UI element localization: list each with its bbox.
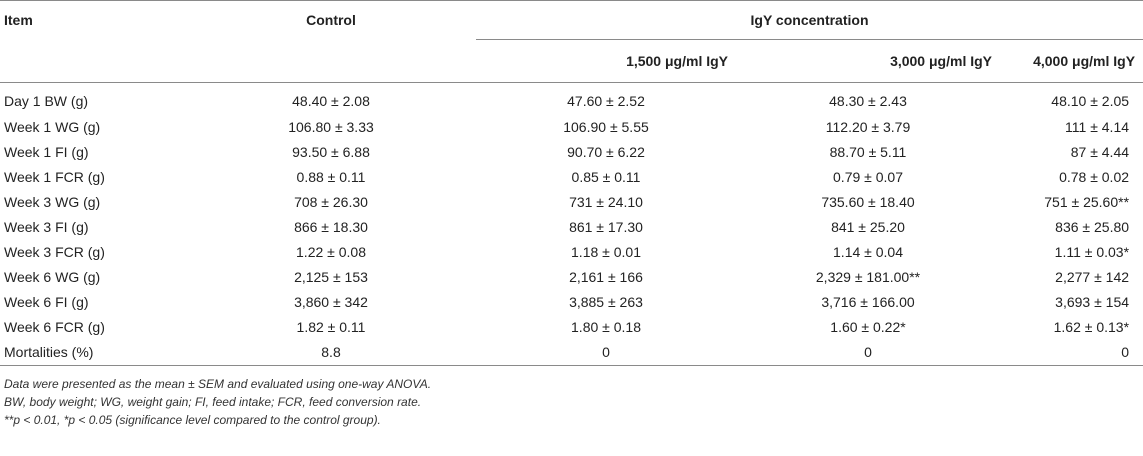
row-label: Week 3 FCR (g) <box>4 243 105 260</box>
row-label: Week 3 WG (g) <box>4 193 101 210</box>
header-control: Control <box>186 1 476 40</box>
table-row <box>0 189 1143 214</box>
header-row-1 <box>0 1 1143 40</box>
cell-4000: 3,693 ± 154 <box>1055 293 1130 310</box>
cell-4000: 87 ± 4.44 <box>1070 143 1130 160</box>
cell-3000: 48.30 ± 2.43 <box>829 92 907 109</box>
cell-control: 48.40 ± 2.08 <box>292 92 370 109</box>
cell-3000: 841 ± 25.20 <box>831 218 905 235</box>
cell-control: 2,125 ± 153 <box>294 268 368 285</box>
row-label: Week 3 FI (g) <box>4 218 89 235</box>
header-igy-group: IgY concentration <box>476 1 1143 40</box>
cell-4000: 2,277 ± 142 <box>1055 268 1130 285</box>
cell-3000: 3,716 ± 166.00 <box>821 293 915 310</box>
header-igy-3000: 3,000 μg/ml IgY <box>736 40 1000 83</box>
table-row <box>0 239 1143 264</box>
row-label: Day 1 BW (g) <box>4 92 89 109</box>
header-igy-4000: 4,000 μg/ml IgY <box>1000 40 1143 83</box>
cell-3000: 735.60 ± 18.40 <box>821 193 915 210</box>
footnote-method: Data were presented as the mean ± SEM and evaluated using one-way ANOVA. <box>4 377 432 391</box>
table-row <box>0 83 1143 115</box>
header-item: Item <box>0 1 186 40</box>
row-label: Week 1 WG (g) <box>4 118 101 135</box>
cell-3000: 1.14 ± 0.04 <box>833 243 903 260</box>
cell-control: 1.22 ± 0.08 <box>296 243 366 260</box>
cell-control: 106.80 ± 3.33 <box>288 118 374 135</box>
table-row <box>0 289 1143 314</box>
cell-1500: 47.60 ± 2.52 <box>567 92 645 109</box>
cell-control: 93.50 ± 6.88 <box>292 143 370 160</box>
footnote-significance: **p < 0.01, *p < 0.05 (significance level compared to the control group). <box>4 413 381 427</box>
cell-control: 1.82 ± 0.11 <box>296 318 366 335</box>
table-footnotes <box>0 375 1143 429</box>
cell-4000: 0.78 ± 0.02 <box>1059 168 1130 185</box>
table-row <box>0 114 1143 139</box>
table-row <box>0 139 1143 164</box>
cell-4000: 48.10 ± 2.05 <box>1051 92 1130 109</box>
table-row <box>0 264 1143 289</box>
table-row <box>0 214 1143 239</box>
header-blank <box>0 40 186 83</box>
cell-3000: 2,329 ± 181.00** <box>815 268 921 285</box>
cell-3000: 112.20 ± 3.79 <box>825 118 911 135</box>
cell-3000: 0.79 ± 0.07 <box>833 168 903 185</box>
cell-4000: 1.11 ± 0.03* <box>1054 243 1130 260</box>
cell-control: 708 ± 26.30 <box>294 193 368 210</box>
cell-1500: 731 ± 24.10 <box>569 193 643 210</box>
cell-1500: 90.70 ± 6.22 <box>567 143 645 160</box>
cell-control: 8.8 <box>186 339 476 366</box>
cell-3000: 1.60 ± 0.22* <box>830 318 906 335</box>
header-blank <box>186 40 476 83</box>
cell-3000: 0 <box>736 339 1000 366</box>
cell-4000: 111 ± 4.14 <box>1065 118 1130 135</box>
cell-4000: 1.62 ± 0.13* <box>1053 318 1130 335</box>
cell-1500: 1.80 ± 0.18 <box>571 318 641 335</box>
row-label: Mortalities (%) <box>0 339 186 366</box>
table-row <box>0 164 1143 189</box>
table-row <box>0 339 1143 366</box>
row-label: Week 6 FI (g) <box>4 293 89 310</box>
header-row-2 <box>0 40 1143 83</box>
cell-1500: 0.85 ± 0.11 <box>571 168 641 185</box>
table-row <box>0 314 1143 339</box>
header-igy-1500: 1,500 μg/ml IgY <box>476 40 736 83</box>
cell-4000: 836 ± 25.80 <box>1055 218 1130 235</box>
cell-1500: 3,885 ± 263 <box>569 293 643 310</box>
cell-4000: 0 <box>1000 339 1143 366</box>
row-label: Week 1 FI (g) <box>4 143 89 160</box>
cell-control: 0.88 ± 0.11 <box>296 168 366 185</box>
cell-1500: 2,161 ± 166 <box>569 268 643 285</box>
cell-1500: 861 ± 17.30 <box>569 218 643 235</box>
cell-1500: 106.90 ± 5.55 <box>563 118 649 135</box>
cell-4000: 751 ± 25.60** <box>1044 193 1130 210</box>
row-label: Week 6 WG (g) <box>4 268 101 285</box>
row-label: Week 1 FCR (g) <box>4 168 105 185</box>
cell-control: 866 ± 18.30 <box>294 218 368 235</box>
cell-1500: 1.18 ± 0.01 <box>571 243 641 260</box>
cell-3000: 88.70 ± 5.11 <box>829 143 907 160</box>
cell-1500: 0 <box>476 339 736 366</box>
footnote-abbreviations: BW, body weight; WG, weight gain; FI, feed intake; FCR, feed conversion rate. <box>4 395 422 409</box>
row-label: Week 6 FCR (g) <box>4 318 105 335</box>
cell-control: 3,860 ± 342 <box>294 293 368 310</box>
